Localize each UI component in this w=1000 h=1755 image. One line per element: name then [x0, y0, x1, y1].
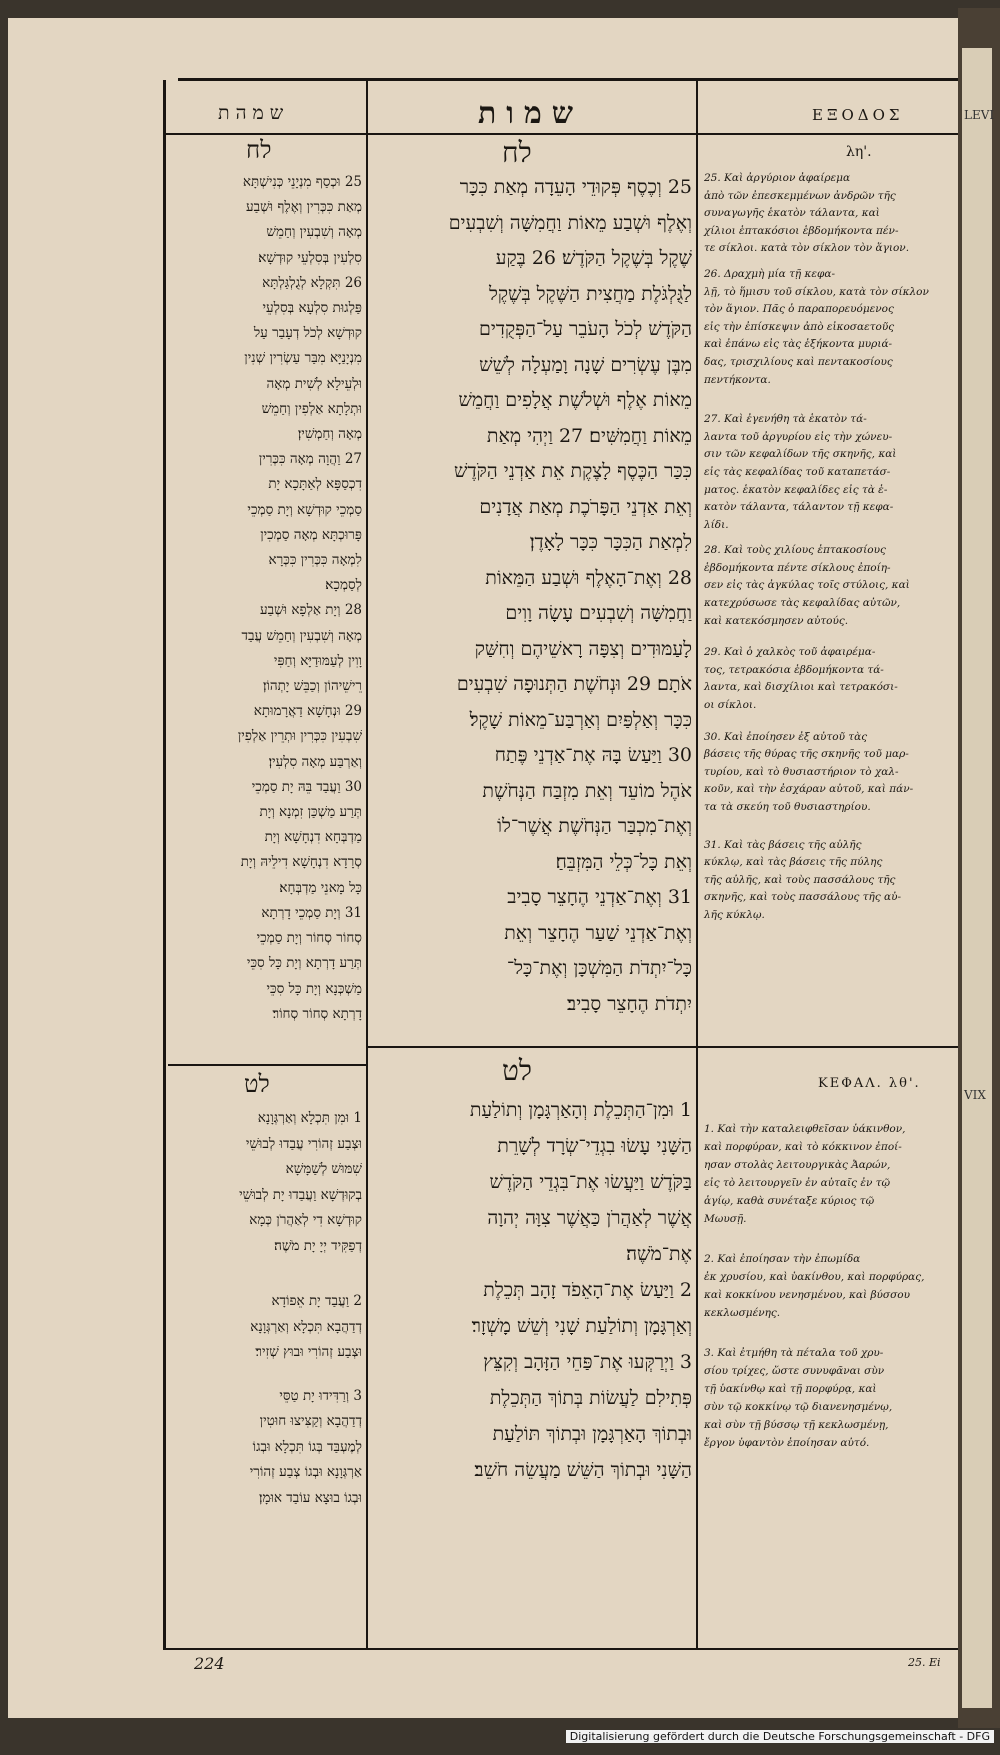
text-line: καὶ πορφύραν, καὶ τὸ κόκκινον ἐποί-: [704, 1141, 902, 1153]
text-line: ἑβδομήκοντα πέντε σίκλους ἐποίη-: [704, 561, 891, 574]
adjacent-page-strip: [962, 48, 995, 1708]
text-line: וָוִין לְעַמּוּדַיָּא וְחַפִּי: [273, 652, 362, 669]
header-hebrew: שמות: [478, 96, 583, 131]
text-line: δας, τρισχιλίους καὶ πεντακοσίους: [704, 355, 893, 368]
text-line: שִׁבְעִין כִּכְּרִין וּתְרֵין אַלְפִין: [237, 728, 362, 745]
text-line: τῇ ὑακίνθῳ καὶ τῇ πορφύρᾳ, καὶ: [704, 1383, 877, 1395]
chapter-number-aramaic-bottom: לט: [244, 1070, 270, 1098]
text-line: דְפַקִּיד יְיָ יָת מֹשֶׁה׃: [274, 1237, 362, 1254]
aramaic-text-top: [170, 170, 362, 1027]
text-line: 1 וּמִן־הַתְּכֵלֶת וְהָאַרְגָּמָן וְתוֹלַעַת: [469, 1099, 692, 1121]
text-line: וּצְבַע זְהוֹרִי וּבוּץ שְׁזִיר׃: [255, 1344, 362, 1360]
text-line: 29 וּנְחָשָׁא דַאֲרָמוּתָא: [253, 703, 362, 720]
text-line: κεκλωσμένης.: [704, 1307, 781, 1319]
text-line: מִבֶּן עֶשְׂרִים שָׁנָה וָמַעְלָה לְשֵׁשׁ: [479, 353, 692, 376]
text-line: καὶ σὺν τῇ βύσσῳ τῇ κεκλωσμένῃ,: [704, 1419, 889, 1431]
footer-rule: [163, 1648, 960, 1650]
text-line: סַמְכֵי קוּדְשָׁא וְיָת סַמְכֵי: [247, 501, 362, 518]
chapter-title-greek-bottom: ΚΕΦΑΛ. λθ'.: [818, 1076, 921, 1091]
text-line: פַּלְגוּת סִלְעָא בְּסִלְעֵי: [262, 300, 362, 317]
text-line: לַגֻּלְגֹּלֶת מַחֲצִית הַשֶּׁקֶל בְּשֶׁקֶל: [488, 282, 692, 305]
text-line: 27 וַהֲוָה מְאָה כִּכְּרִין: [258, 451, 362, 468]
text-line: χίλιοι ἑπτακόσιοι ἑβδομήκοντα πέν-: [704, 224, 899, 237]
header-aramaic: שמהת: [218, 102, 290, 124]
text-line: כִּכָּר וְאַלְפַּיִם וְאַרְבַּע־מֵאוֹת שָׁקֶל׃: [469, 708, 692, 731]
text-line: 30 וַיַּעַשׂ בָּהּ אֶת־אַדְנֵי פֶּתַח: [494, 744, 692, 766]
text-line: εἰς τὴν ἐπίσκεψιν ἀπὸ εἰκοσαετοῦς: [704, 320, 895, 333]
text-line: 30 וַעֲבַד בֵּהּ יָת סַמְכֵי: [251, 778, 362, 795]
text-line: εἰς τὰς κεφαλίδας τοῦ καταπετάσ-: [704, 465, 891, 478]
top-rule: [178, 78, 960, 81]
text-line: תְּרַע מַשְׁכַּן זִמְנָא וְיָת: [259, 804, 362, 821]
text-line: מִנְיָנַיָּא מִבַּר עַשְׂרִין שְׁנִין: [244, 350, 362, 367]
text-line: κατὸν τάλαντα, τάλαντον τῇ κεφα-: [704, 501, 894, 514]
text-line: דָרְתָא סְחוֹר סְחוֹר׃: [272, 1005, 362, 1022]
greek-text-top: [704, 170, 956, 925]
book-page: [8, 18, 958, 1718]
text-line: לָעַמּוּדִים וְצִפָּה רָאשֵׁיהֶם וְחִשַּׁק: [474, 637, 692, 660]
text-line: לִמְאָה כִּכְּרִין כִּכְּרָא: [268, 552, 362, 569]
text-line: דְדַהֲבָא וְקַצִּיצוּ חוּטִין: [259, 1413, 362, 1429]
text-line: וְאֵת אַדְנֵי הַפָּרֹכֶת מְאַת אֲדָנִים: [479, 495, 692, 518]
text-line: וּצְבַע זְהוֹרִי עֲבַדוּ לְבוּשֵׁי: [245, 1135, 362, 1152]
left-frame-rule: [163, 80, 166, 1650]
text-line: ἐκ χρυσίου, καὶ ὑακίνθου, καὶ πορφύρας,: [704, 1271, 925, 1283]
text-line: וְאֵת כָּל־כְּלֵי הַמִּזְבֵּחַ׃: [555, 850, 692, 873]
hebrew-text-bottom: [374, 1092, 692, 1488]
text-line: 29. Καὶ ὁ χαλκὸς τοῦ ἀφαιρέμα-: [704, 646, 876, 659]
text-line: τος, τετρακόσια ἑβδομήκοντα τά-: [704, 663, 884, 676]
greek-text-bottom: [704, 1120, 956, 1452]
text-line: κύκλῳ, καὶ τὰς βάσεις τῆς πύλης: [704, 856, 883, 869]
edge-label: VIX: [964, 1088, 986, 1102]
text-line: τὸν ἅγιον. Πᾶς ὁ παραπορευόμενος: [704, 303, 894, 316]
text-line: 31 וְיָת סַמְכֵי דָרְתָא: [261, 904, 362, 921]
text-line: וְאַרְבַּע מְאָה סִלְעִין׃: [268, 753, 362, 770]
text-line: 3 וְרַדִּידוּ יָת טַסֵּי: [279, 1387, 362, 1404]
catchword: 25. Ei: [908, 1656, 941, 1669]
text-line: שֶׁקֶל בְּשֶׁקֶל הַקֹּדֶשׁ׃ 26 בֶּקַע: [495, 247, 692, 269]
text-line: סִלְעִין בְּסִלְעֵי קוּדְשָׁא׃: [258, 249, 362, 266]
text-line: לְמֶעְבַּד בְּגוֹ תִּכְלָא וּבְגוֹ: [252, 1438, 362, 1455]
text-line: τα τὰ σκεύη τοῦ θυσιαστηρίου.: [704, 801, 871, 813]
text-line: ματος. ἑκατὸν κεφαλίδες εἰς τὰ ἑ-: [704, 483, 888, 496]
text-line: אֲשֶׁר לְאַהֲרֹן כַּאֲשֶׁר צִוָּה יְהוָה: [487, 1207, 692, 1229]
text-line: σεν εἰς τὰς ἀγκύλας τοῖς στύλοις, καὶ: [704, 579, 910, 592]
text-line: כָּל־יִתְדֹת הַמִּשְׁכָּן וְאֶת־כָּל־: [506, 957, 692, 979]
text-line: πεντήκοντα.: [704, 373, 771, 386]
text-line: 25 וּכְסַף מִנְיָנֵי כְּנִישְׁתָּא: [242, 174, 362, 190]
text-line: 3 וַיְרַקְּעוּ אֶת־פַּחֵי הַזָּהָב וְקִצֵּץ: [483, 1351, 692, 1373]
text-line: אֹתָם׃ 29 וּנְחֹשֶׁת הַתְּנוּפָה שִׁבְעִים: [456, 673, 692, 695]
text-line: λῇ, τὸ ἥμισυ τοῦ σίκλου, κατὰ τὸν σίκλον: [704, 285, 929, 298]
text-line: סְחוֹר סְחוֹר וְיָת סַמְכֵי: [256, 930, 362, 947]
text-line: 26. Δραχμὴ μία τῇ κεφα-: [704, 267, 836, 280]
text-line: σὺν τῷ κοκκίνῳ τῷ διανενησμένῳ,: [704, 1401, 893, 1413]
text-line: וְאֶת־מִכְבַּר הַנְּחֹשֶׁת אֲשֶׁר־לוֹ: [497, 815, 692, 837]
text-line: σίου τρίχες, ὥστε συνυφᾶναι σὺν: [704, 1365, 885, 1377]
text-line: וּלְעֵילָא לְשִׁית מְאָה: [266, 375, 362, 392]
text-line: אַרְגְּוָנָא וּבְגוֹ צְבַע זְהוֹרִי: [249, 1464, 362, 1480]
text-line: דִכְסַפָּא לְאַתָּכָא יָת: [268, 476, 362, 493]
text-line: מְאָה וְחַמְשִׁין׃: [297, 426, 362, 443]
text-line: 28 וְיָת אַלְפָא וּשְׁבַע: [259, 602, 362, 619]
text-line: בַּקֹּדֶשׁ וַיַּעֲשׂוּ אֶת־בִּגְדֵי הַקֹּדֶשׁ: [489, 1171, 692, 1193]
text-line: λίδι.: [704, 518, 729, 531]
text-line: 31. Καὶ τὰς βάσεις τῆς αὐλῆς: [704, 838, 862, 851]
text-line: λῆς κύκλῳ.: [704, 908, 765, 921]
page-number: 224: [194, 1654, 225, 1673]
text-line: 2 וַעֲבַד יָת אֵפוֹדָא: [271, 1293, 362, 1309]
chapter-number-hebrew-bottom: לט: [502, 1054, 533, 1087]
text-line: מְאָה וְשִׁבְעִין וְחַמֵשׁ עֲבַד: [241, 627, 362, 644]
text-line: לְסַמְכָא׃: [325, 577, 362, 594]
hebrew-text-top: [374, 170, 692, 1022]
text-line: מְאָה וְשִׁבְעִין וְחַמֵשׁ: [266, 224, 362, 241]
text-line: 1 וּמִן תִּכְלָא וְאַרְגְּוָנָא: [257, 1110, 362, 1126]
text-line: ἁγίῳ, καθὰ συνέταξε κύριος τῷ: [704, 1195, 875, 1207]
text-line: הַשָּׁנִי עָשׂוּ בִגְדֵי־שְׂרָד לְשָׁרֵת: [497, 1135, 692, 1157]
text-line: פָּרוּכְתָּא מְאָה סַמְכִין: [260, 526, 362, 543]
text-line: λαντα, καὶ δισχίλιοι καὶ τετρακόσι-: [704, 681, 898, 694]
text-line: 2. Καὶ ἐποίησαν τὴν ἐπωμίδα: [704, 1253, 861, 1265]
text-line: וַחֲמִשָּׁה וְשִׁבְעִים עָשָׂה וָוִים: [505, 602, 692, 624]
text-line: τυρίου, καὶ τὸ θυσιαστήριον τὸ χαλ-: [704, 765, 899, 778]
text-line: Μωυσῇ.: [704, 1213, 747, 1225]
text-line: ἀπὸ τῶν ἐπεσκεμμένων ἀνδρῶν τῆς: [704, 189, 896, 202]
section-rule-aramaic: [168, 1064, 366, 1066]
column-rule-2: [696, 80, 698, 1650]
text-line: ησαν στολὰς λειτουργικὰς Ἀαρών,: [704, 1159, 891, 1171]
text-line: כָּל מָאנֵי מַדְבְּחָא׃: [279, 879, 362, 896]
text-line: τε σίκλοι. κατὰ τὸν σίκλον τὸν ἅγιον.: [704, 242, 910, 255]
text-line: 28. Καὶ τοὺς χιλίους ἑπτακοσίους: [704, 544, 886, 557]
text-line: וּתְלָתָא אַלְפִין וְחַמֵשׁ: [261, 400, 362, 417]
text-line: מַדְבְּחָא דִנְחָשָׁא וְיָת: [264, 829, 362, 846]
text-line: הַשָּׁנִי וּבְתוֹךְ הַשֵּׁשׁ מַעֲשֵׂה חֹשֵׁב׃: [474, 1459, 692, 1481]
text-line: σκηνῆς, καὶ τοὺς πασσάλους τῆς αὐ-: [704, 891, 902, 904]
text-line: 31 וְאֶת־אַדְנֵי הֶחָצֵר סָבִיב: [507, 886, 692, 908]
column-rule-1: [366, 80, 368, 1650]
text-line: וּבְתוֹךְ הָאַרְגָּמָן וּבְתוֹךְ תּוֹלַעַת: [492, 1423, 692, 1445]
section-rule-greek: [698, 1046, 958, 1048]
text-line: כִּכַּר הַכֶּסֶף לָצֶקֶת אֵת אַדְנֵי הַקֹּדֶשׁ: [454, 460, 692, 482]
text-line: 1. Καὶ τὴν καταλειφθεῖσαν ὑάκινθον,: [704, 1123, 906, 1135]
text-line: 26 תִּקְלָא לְגֻלְגַּלְתָּא: [262, 274, 362, 291]
text-line: וְאֶלֶף וּשְׁבַע מֵאוֹת וַחֲמִשָּׁה וְשִׁבְעִים: [448, 211, 692, 234]
text-line: תְּרַע דָרְתָא וְיָת כָּל סִכֵּי: [246, 955, 362, 972]
text-line: שִׁמּוּשׁ לְשַׁמָּשָׁא: [285, 1161, 362, 1177]
text-line: קוּדְשָׁא דִי לְאַהֲרֹן כְּמָא: [249, 1212, 362, 1228]
text-line: מֵאוֹת אֶלֶף וּשְׁלֹשֶׁת אֲלָפִים וַחֲמֵשׁ: [458, 389, 692, 411]
text-line: אֹהֶל מוֹעֵד וְאֵת מִזְבַּח הַנְּחֹשֶׁת: [482, 779, 692, 802]
header-rule: [163, 133, 960, 135]
text-line: יִתְדֹת הֶחָצֵר סָבִיב׃: [567, 992, 692, 1015]
chapter-number-hebrew-top: לח: [502, 136, 532, 169]
text-line: λαντα τοῦ ἀργυρίου εἰς τὴν χώνευ-: [704, 430, 893, 443]
chapter-number-aramaic-top: לח: [246, 136, 272, 164]
digitization-note: Digitalisierung gefördert durch die Deutsche Forschungsgemeinschaft - DFG: [566, 1730, 994, 1743]
text-line: 25 וְכֶסֶף פְּקוּדֵי הָעֵדָה מְאַת כִּכָּר: [459, 176, 692, 198]
text-line: σιν τῶν κεφαλίδων τῆς σκηνῆς, καὶ: [704, 448, 897, 461]
aramaic-text-bottom: [170, 1106, 362, 1511]
text-line: סְרָדָא דִנְחָשָׁא דִילֵיהּ וְיָת: [240, 854, 362, 871]
text-line: 3. Καὶ ἐτμήθη τὰ πέταλα τοῦ χρυ-: [704, 1347, 884, 1359]
text-line: מַשְׁכְּנָא וְיָת כָּל סִכֵּי: [266, 980, 362, 997]
text-line: καὶ κατεκόσμησεν αὐτούς.: [704, 614, 849, 627]
edge-label: LEVI: [964, 108, 995, 122]
text-line: τῆς αὐλῆς, καὶ τοὺς πασσάλους τῆς: [704, 873, 896, 886]
text-line: βάσεις τῆς θύρας τῆς σκηνῆς τοῦ μαρ-: [704, 748, 909, 761]
chapter-number-greek-top: λη'.: [846, 144, 872, 160]
header-greek: ΕΞΟΔΟΣ: [812, 106, 904, 124]
text-line: συναγωγῆς ἑκατὸν τάλαντα, καὶ: [704, 207, 880, 220]
text-line: בְקוּדְשָׁא וַעֲבַדוּ יָת לְבוּשֵׁי: [239, 1186, 362, 1203]
text-line: אֶת־מֹשֶׁה׃: [626, 1243, 692, 1265]
text-line: וּבְגוֹ בוּצָא עוֹבַד אוּמָן׃: [259, 1489, 362, 1506]
text-line: εἰς τὸ λειτουργεῖν ἐν αὐταῖς ἐν τῷ: [704, 1177, 891, 1189]
text-line: καὶ κοκκίνου νενησμένου, καὶ βύσσου: [704, 1289, 910, 1301]
text-line: וְאֶת־אַדְנֵי שַׁעַר הֶחָצֵר וְאֵת: [504, 921, 692, 944]
text-line: κοῦν, καὶ τὴν ἐσχάραν αὐτοῦ, καὶ πάν-: [704, 783, 914, 796]
text-line: קוּדְשָׁא לְכֹל דְעָבַר עַל: [253, 325, 362, 342]
text-line: מֵאוֹת וַחֲמִשִּׁים׃ 27 וַיְהִי מְאַת: [486, 424, 692, 447]
adjacent-page-edge: [958, 8, 1000, 1728]
text-line: לִמְאַת הַכִּכָּר כִּכָּר לָאָדֶן׃: [529, 531, 692, 553]
text-line: καὶ ἐπάνω εἰς τὰς ἑξήκοντα μυριά-: [704, 338, 893, 351]
text-line: וְאַרְגָּמָן וְתוֹלַעַת שָׁנִי וְשֵׁשׁ מָשְׁזָר׃: [471, 1315, 692, 1337]
text-line: οι σίκλοι.: [704, 699, 757, 712]
text-line: κατεχρύσωσε τὰς κεφαλίδας αὐτῶν,: [704, 597, 901, 610]
text-line: פְּתִילִם לַעֲשׂוֹת בְּתוֹךְ הַתְּכֵלֶת: [489, 1387, 692, 1409]
section-rule-hebrew: [368, 1046, 696, 1048]
text-line: הַקֹּדֶשׁ לְכֹל הָעֹבֵר עַל־הַפְּקֻדִים: [479, 318, 692, 340]
text-line: 28 וְאֶת־הָאֶלֶף וּשְׁבַע הַמֵּאוֹת: [485, 566, 692, 589]
text-line: מְאַת כִּכְּרִין וְאֶלֶף וּשְׁבַע: [245, 199, 362, 216]
text-line: 30. Καὶ ἐποίησεν ἐξ αὐτοῦ τὰς: [704, 730, 868, 743]
text-line: ἔργον ὑφαντὸν ἐποίησαν αὐτό.: [704, 1437, 870, 1449]
text-line: 27. Καὶ ἐγενήθη τὰ ἑκατὸν τά-: [704, 413, 867, 426]
text-line: דְדַהֲבָא תִּכְלָא וְאַרְגְּוָנָא: [250, 1318, 362, 1335]
text-line: 25. Καὶ ἀργύριον ἀφαίρεμα: [704, 172, 851, 184]
text-line: רֵישֵׁיהוֹן וְכַבֵּשׁ יָתְהוֹן׃: [262, 678, 362, 695]
text-line: 2 וַיַּעַשׂ אֶת־הָאֵפֹד זָהָב תְּכֵלֶת: [483, 1279, 692, 1301]
